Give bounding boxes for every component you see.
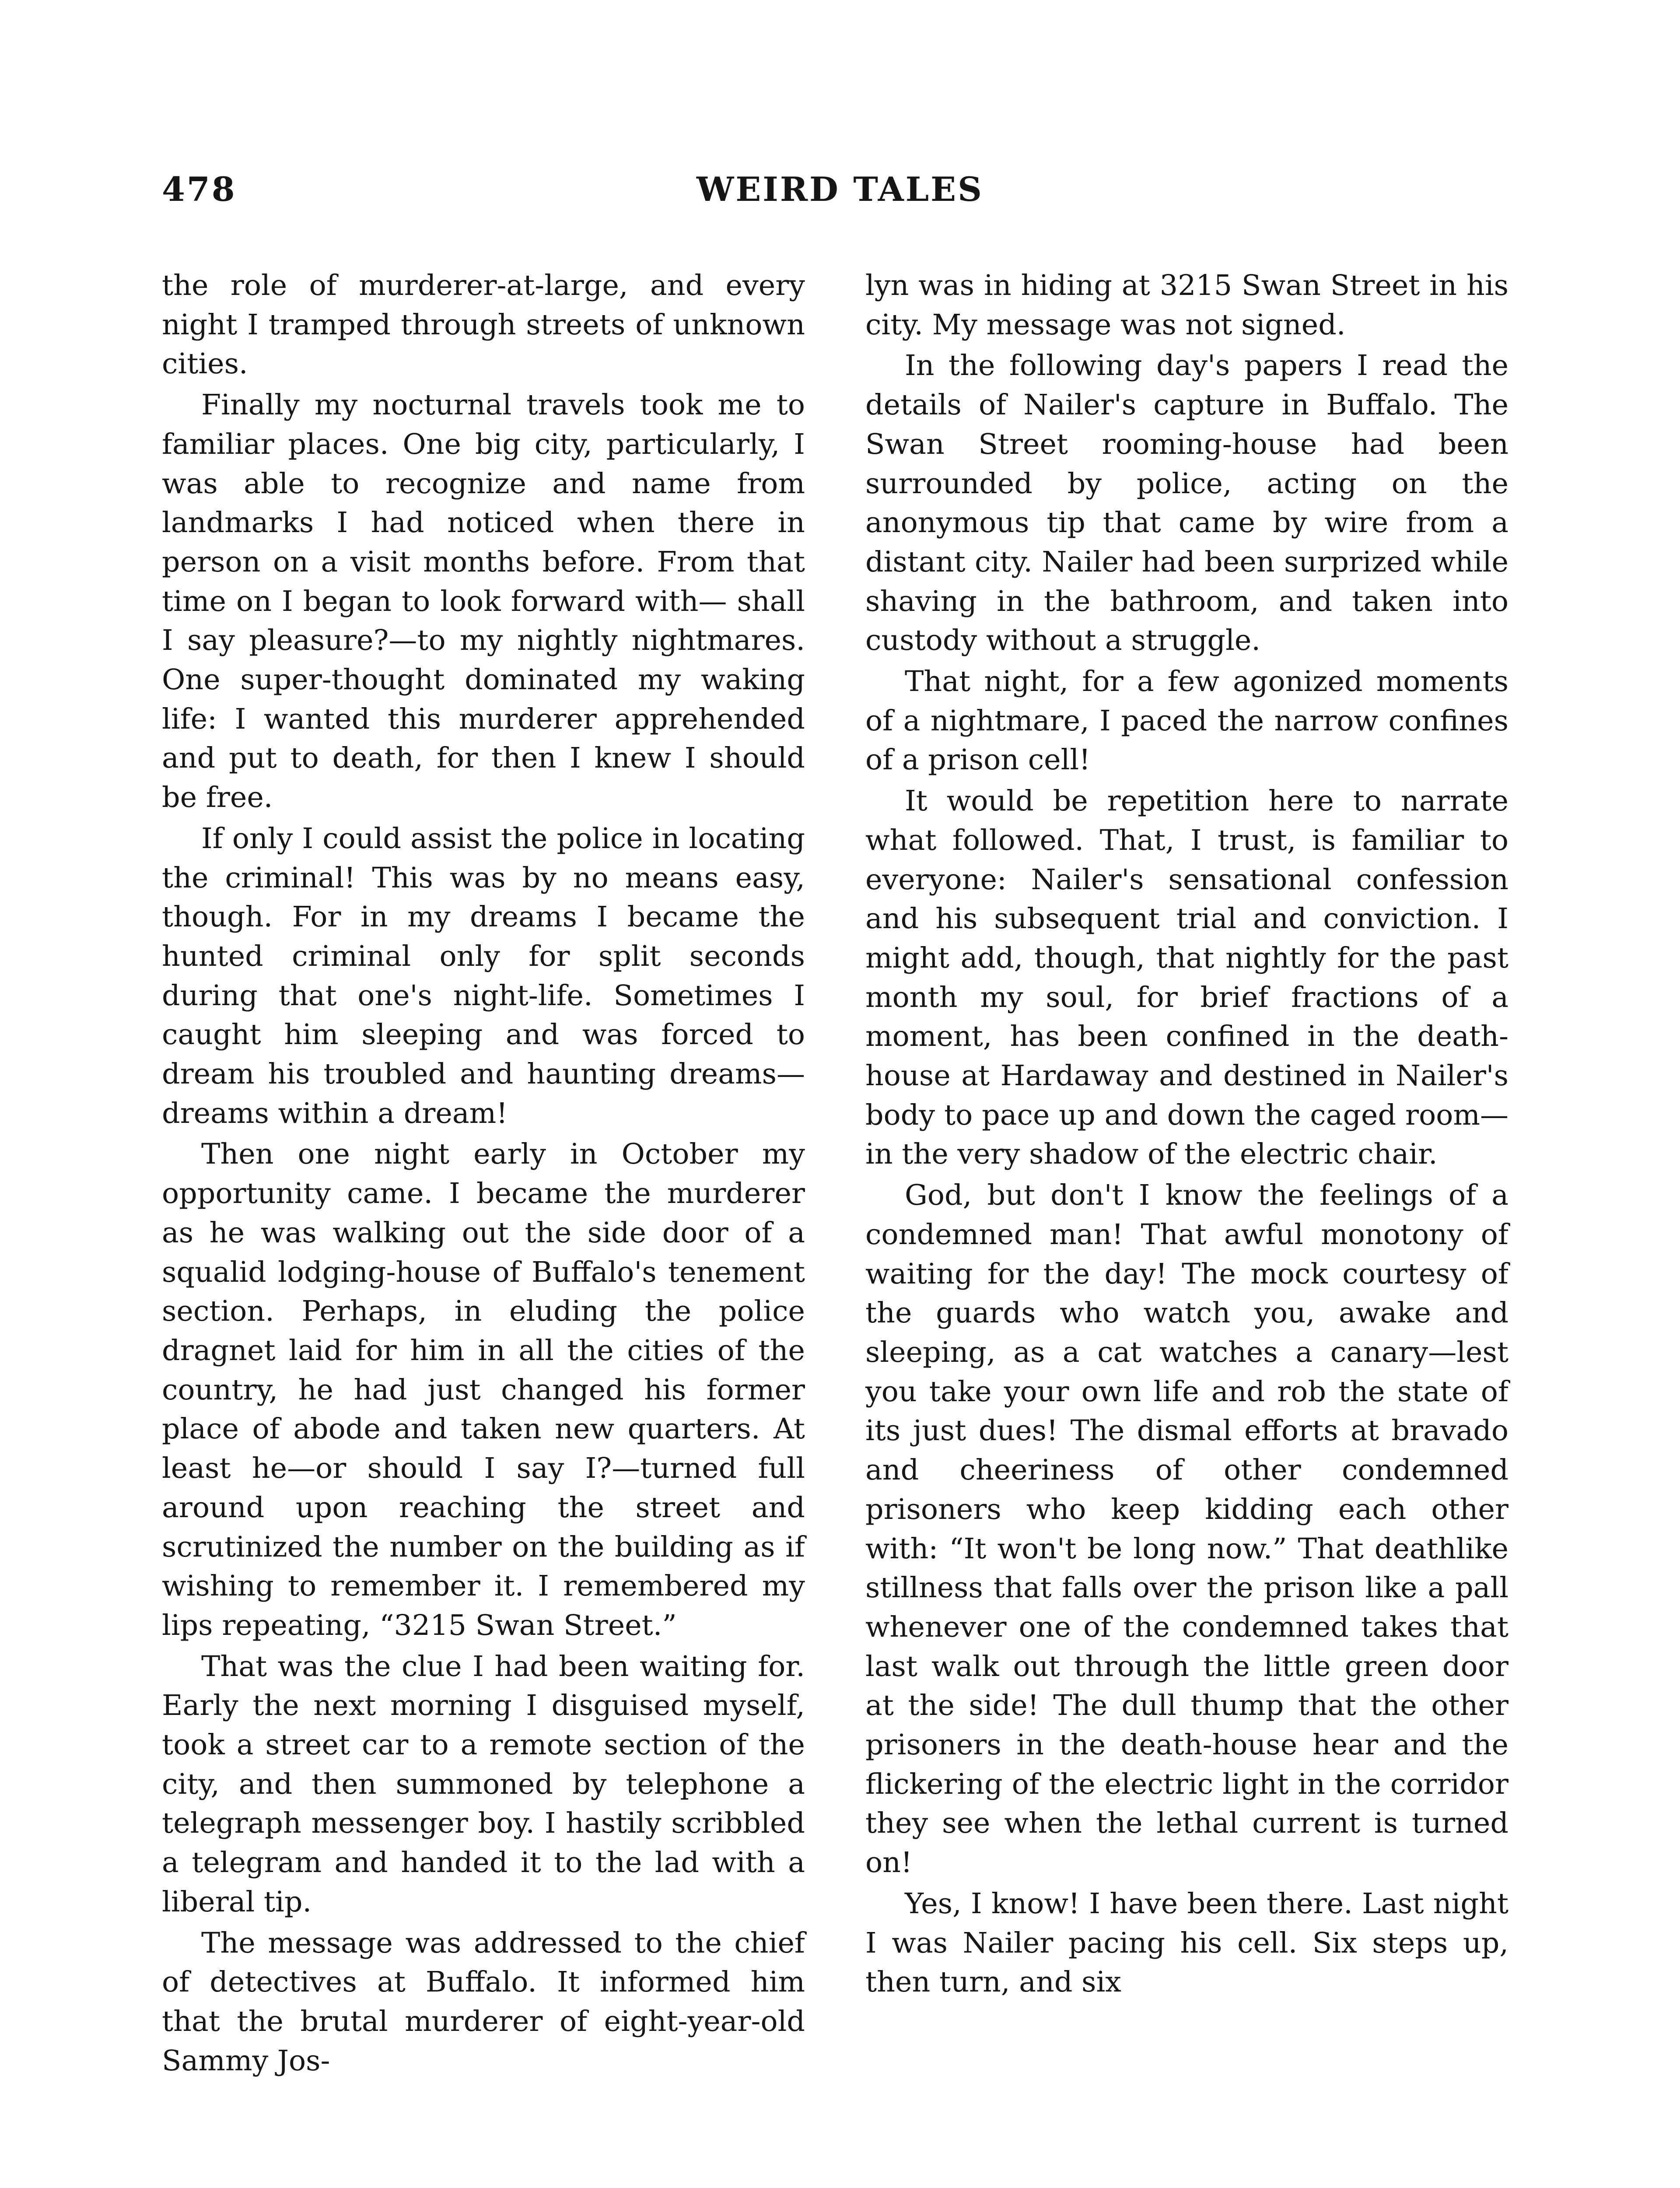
- page-header: [162, 170, 1518, 227]
- paragraph: In the following day's papers I read the details of Nailer's capture in Buffalo. The Swan Street rooming-house had been surrounded by police, acting on the anonymous tip that came by wire from a distant city. Nailer had been surprized while shaving in the bathroom, and taken into custody without a struggle.: [865, 349, 1508, 657]
- paragraph: Yes, I know! I have been there. Last night I was Nailer pacing his cell. Six steps up, then turn, and six: [865, 1887, 1508, 1999]
- paragraph: God, but don't I know the feelings of a condemned man! That awful monotony of waiting for the day! The mock courtesy of the guards who watch you, awake and sleeping, as a cat watches a canary—lest you take your own life and rob the state of its just dues! The dismal efforts at bravado and cheeriness of other condemned prisoners who keep kidding each other with: “It won't be long now.” That deathlike stillness that falls over the prison like a pall whenever one of the condemned takes that last walk out through the little green door at the side! The dull thump that the other prisoners in the death-house hear and the flickering of the electric light in the corridor they see when the lethal current is turned on!: [865, 1179, 1508, 1879]
- paragraph: lyn was in hiding at 3215 Swan Street in his city. My message was not signed.: [865, 269, 1508, 341]
- paragraph: It would be repetition here to narrate what followed. That, I trust, is familiar to everyone: Nailer's sensational confession and his subsequent trial and conviction. I might add, though, that nightly for the past month my soul, for brief fractions of a moment, has been confined in the death-house at Hardaway and destined in Nailer's body to pace up and down the caged room— in the very shadow of the electric chair.: [865, 785, 1508, 1171]
- paragraph: The message was addressed to the chief of detectives at Buffalo. It informed him that the brutal murderer of eight-year-old Sammy Jos-: [162, 1926, 805, 2077]
- paragraph: the role of murderer-at-large, and every night I tramped through streets of unknown cities.: [162, 269, 805, 381]
- paragraph: That was the clue I had been waiting for. Early the next morning I disguised myself, took a street car to a remote section of the city, and then summoned by telephone a telegraph messenger boy. I hastily scribbled a telegram and handed it to the lad with a liberal tip.: [162, 1650, 805, 1918]
- running-title: WEIRD TALES: [696, 170, 984, 209]
- left-column: [162, 266, 805, 2082]
- paragraph: If only I could assist the police in locating the criminal! This was by no means easy, though. For in my dreams I became the hunted criminal only for split seconds during that one's night-life. Sometimes I caught him sleeping and was forced to dream his troubled and haunting dreams—dreams within a dream!: [162, 822, 805, 1130]
- paragraph: Then one night early in October my opportunity came. I became the murderer as he was walking out the side door of a squalid lodging-house of Buffalo's tenement section. Perhaps, in eluding the police dragnet laid for him in all the cities of the country, he had just changed his former place of abode and taken new quarters. At least he—or should I say I?—turned full around upon reaching the street and scrutinized the number on the building as if wishing to remember it. I remembered my lips repeating, “3215 Swan Street.”: [162, 1138, 805, 1642]
- right-column: [865, 266, 1508, 2004]
- paragraph: Finally my nocturnal travels took me to familiar places. One big city, particularly, I was able to recognize and name from landmarks I had noticed when there in person on a visit months before. From that time on I began to look forward with— shall I say pleasure?—to my nightly nightmares. One super-thought dominated my waking life: I wanted this murderer apprehended and put to death, for then I knew I should be free.: [162, 389, 805, 814]
- paragraph: That night, for a few agonized moments of a nightmare, I paced the narrow confines of a prison cell!: [865, 665, 1508, 777]
- page-number: 478: [162, 170, 237, 209]
